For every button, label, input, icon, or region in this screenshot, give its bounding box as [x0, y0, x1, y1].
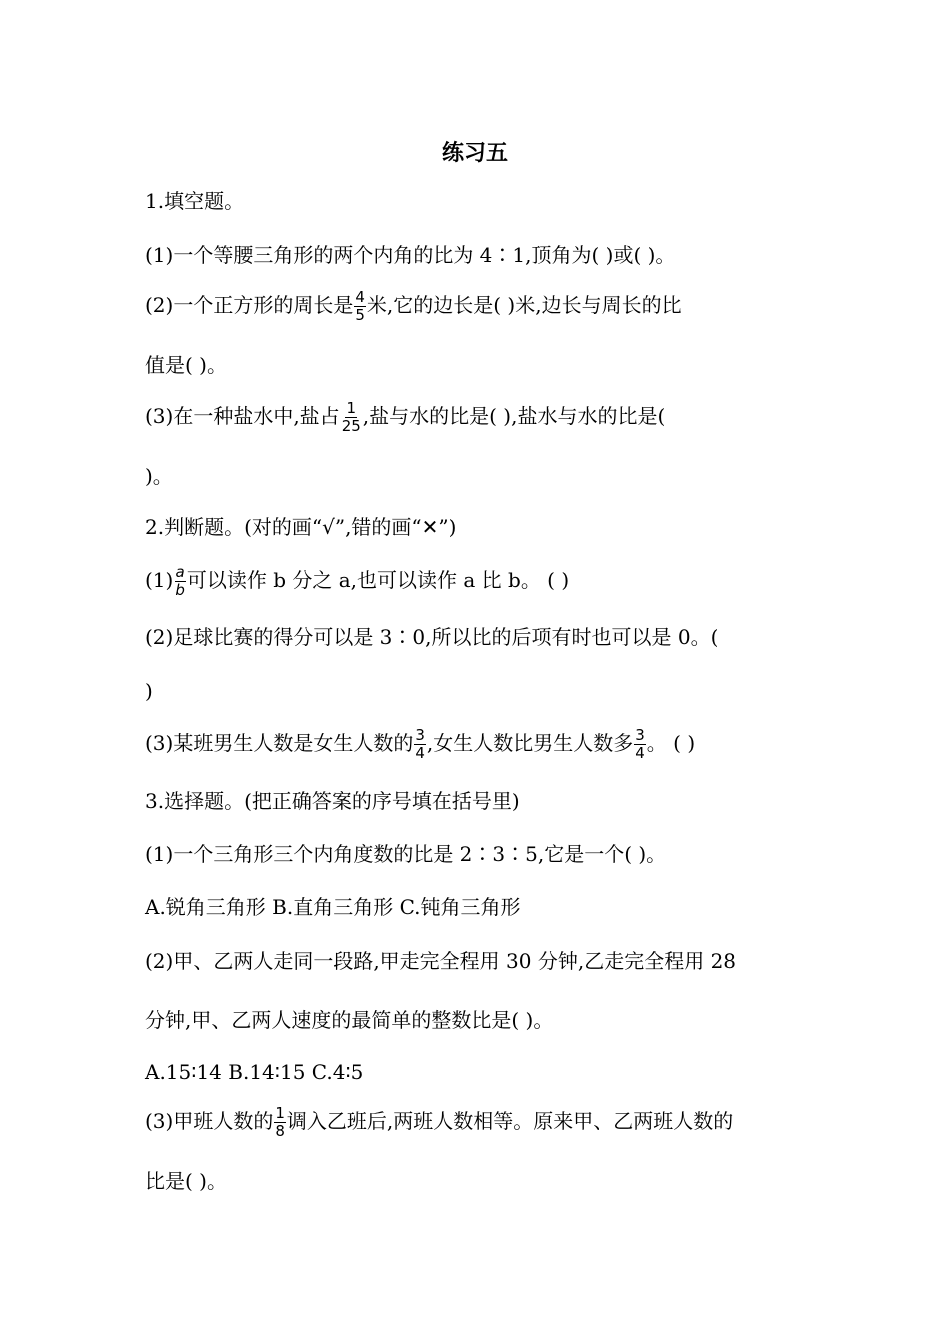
fraction-denominator: 5: [355, 306, 365, 324]
question-1-2-text-b: 米,它的边长是( )米,边长与周长的比: [366, 293, 682, 317]
question-2-3-text-b: ,女生人数比男生人数多: [426, 731, 634, 755]
section-3-heading: 3.选择题。(把正确答案的序号填在括号里): [145, 789, 520, 813]
question-2-2: (2)足球比赛的得分可以是 3∶0,所以比的后项有时也可以是 0。(: [145, 625, 719, 649]
question-2-3-text-c: 。 ( ): [646, 731, 696, 755]
question-2-1-text-a: (1): [145, 568, 174, 592]
question-2-3: [145, 728, 695, 761]
fraction-denominator: 4: [415, 744, 425, 762]
fraction-numerator: 4: [355, 288, 365, 306]
question-3-1: (1)一个三角形三个内角度数的比是 2∶3∶5,它是一个( )。: [145, 842, 667, 866]
question-3-2-continued: 分钟,甲、乙两人速度的最简单的整数比是( )。: [145, 1008, 554, 1032]
fraction-3-4-second: [634, 728, 646, 761]
page-title: 练习五: [441, 141, 508, 166]
fraction-numerator: 3: [415, 726, 425, 744]
fraction-denominator: 4: [635, 744, 645, 762]
section-2-heading: 2.判断题。(对的画“√”,错的画“✕”): [145, 515, 457, 539]
fraction-1-8: [274, 1106, 286, 1139]
question-3-3-text-b: 调入乙班后,两班人数相等。原来甲、乙两班人数的: [286, 1109, 734, 1133]
fraction-numerator: 1: [275, 1104, 285, 1122]
question-2-2-continued: ): [145, 679, 153, 703]
question-1-1: (1)一个等腰三角形的两个内角的比为 4∶1,顶角为( )或( )。: [145, 243, 676, 267]
fraction-numerator: 3: [635, 726, 645, 744]
question-3-3: [145, 1106, 733, 1139]
fraction-3-4: [414, 728, 426, 761]
fraction-denominator: 25: [341, 417, 361, 435]
fraction-1-25: [341, 401, 362, 434]
question-1-2-text-a: (2)一个正方形的周长是: [145, 293, 354, 317]
question-3-1-options: A.锐角三角形 B.直角三角形 C.钝角三角形: [145, 895, 521, 919]
question-2-1: [145, 565, 569, 598]
question-3-3-text-a: (3)甲班人数的: [145, 1109, 274, 1133]
question-1-3-text-b: ,盐与水的比是( ),盐水与水的比是(: [362, 404, 666, 428]
question-1-2-continued: 值是( )。: [145, 353, 227, 377]
fraction-denominator: b: [175, 581, 185, 599]
fraction-numerator: 1: [346, 399, 356, 417]
question-1-3-continued: )。: [145, 464, 173, 488]
section-1-heading: 1.填空题。: [145, 189, 245, 213]
question-1-3: [145, 401, 665, 434]
fraction-numerator: a: [175, 563, 185, 581]
fraction-a-b: [174, 565, 186, 598]
question-1-3-text-a: (3)在一种盐水中,盐占: [145, 404, 340, 428]
question-3-3-continued: 比是( )。: [145, 1169, 227, 1193]
question-3-2-options: A.15∶14 B.14∶15 C.4∶5: [145, 1060, 364, 1084]
question-3-2: (2)甲、乙两人走同一段路,甲走完全程用 30 分钟,乙走完全程用 28: [145, 949, 737, 973]
question-2-1-text-b: 可以读作 b 分之 a,也可以读作 a 比 b。 ( ): [186, 568, 570, 592]
fraction-denominator: 8: [275, 1122, 285, 1140]
fraction-4-5: [354, 290, 366, 323]
question-1-2: [145, 290, 682, 323]
question-2-3-text-a: (3)某班男生人数是女生人数的: [145, 731, 414, 755]
